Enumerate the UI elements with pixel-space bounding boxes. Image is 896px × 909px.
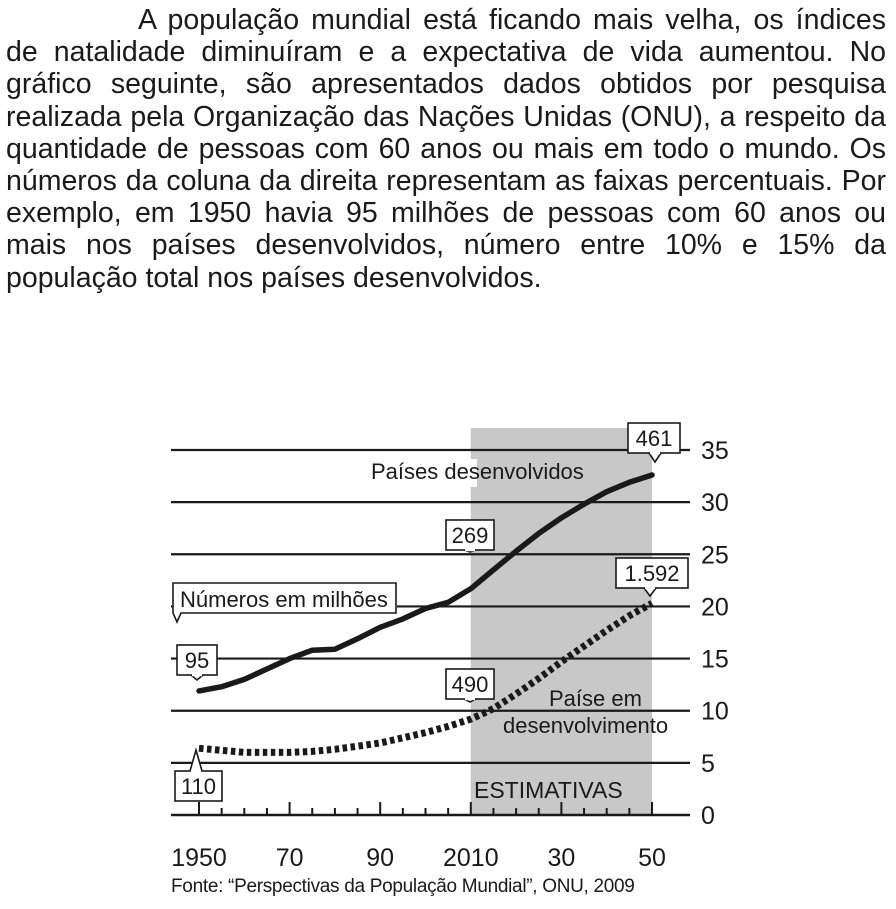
callout-developing-1950-pointer bbox=[190, 750, 202, 771]
y-tick-label: 5 bbox=[701, 749, 715, 778]
source-caption: Fonte: “Perspectivas da População Mundial”, ONU, 2009 bbox=[171, 876, 635, 897]
y-tick-label: 15 bbox=[701, 645, 729, 674]
x-tick-label: 30 bbox=[547, 844, 576, 872]
y-tick-label: 0 bbox=[701, 802, 715, 830]
series-name-developed: Países desenvolvidos bbox=[371, 459, 584, 484]
x-tick-label: 1950 bbox=[171, 844, 227, 872]
x-tick-label: 50 bbox=[638, 844, 666, 872]
y-tick-label: 10 bbox=[701, 697, 729, 726]
callout-developed-2010-text: 269 bbox=[451, 523, 489, 548]
callout-developed-2050-text: 461 bbox=[635, 426, 673, 451]
annotation-box-text: Números em milhões bbox=[180, 587, 388, 612]
callout-developing-1950-text: 110 bbox=[180, 774, 217, 799]
callout-developing-2050-text: 1.592 bbox=[624, 561, 680, 586]
series-name-developing: Paíse em bbox=[549, 686, 642, 711]
x-tick-label: 70 bbox=[275, 844, 304, 872]
callout-developing-2010-text: 490 bbox=[451, 672, 489, 697]
y-tick-label: 25 bbox=[701, 541, 729, 570]
intro-text: A população mundial está ficando mais velha, os índices de natalidade diminuíram e a expectativa de vida aumentou. No gráfico seguinte, são apresentados dados obtidos por pesquisa realizada pela Organização das Nações Unidas (ONU), a respeito da quantidade de pessoas com 60 anos ou mais em todo o mundo. Os números da coluna da direita representam as faixas percentuais. Por exemplo, em 1950 havia 95 milhões de pessoas com 60 anos ou mais nos países desenvolvidos, número entre 10% e 15% da população total nos países desenvolvidos. bbox=[6, 4, 886, 294]
y-tick-label: 35 bbox=[701, 437, 729, 465]
callout-developed-1950-text: 95 bbox=[184, 648, 210, 673]
y-tick-label: 20 bbox=[701, 593, 729, 622]
estimate-label: ESTIMATIVAS bbox=[474, 777, 623, 803]
x-tick-label: 2010 bbox=[442, 844, 499, 872]
series-name-developing-line2: desenvolvimento bbox=[503, 713, 669, 738]
x-tick-label: 90 bbox=[366, 844, 395, 872]
y-tick-label: 30 bbox=[701, 489, 729, 518]
